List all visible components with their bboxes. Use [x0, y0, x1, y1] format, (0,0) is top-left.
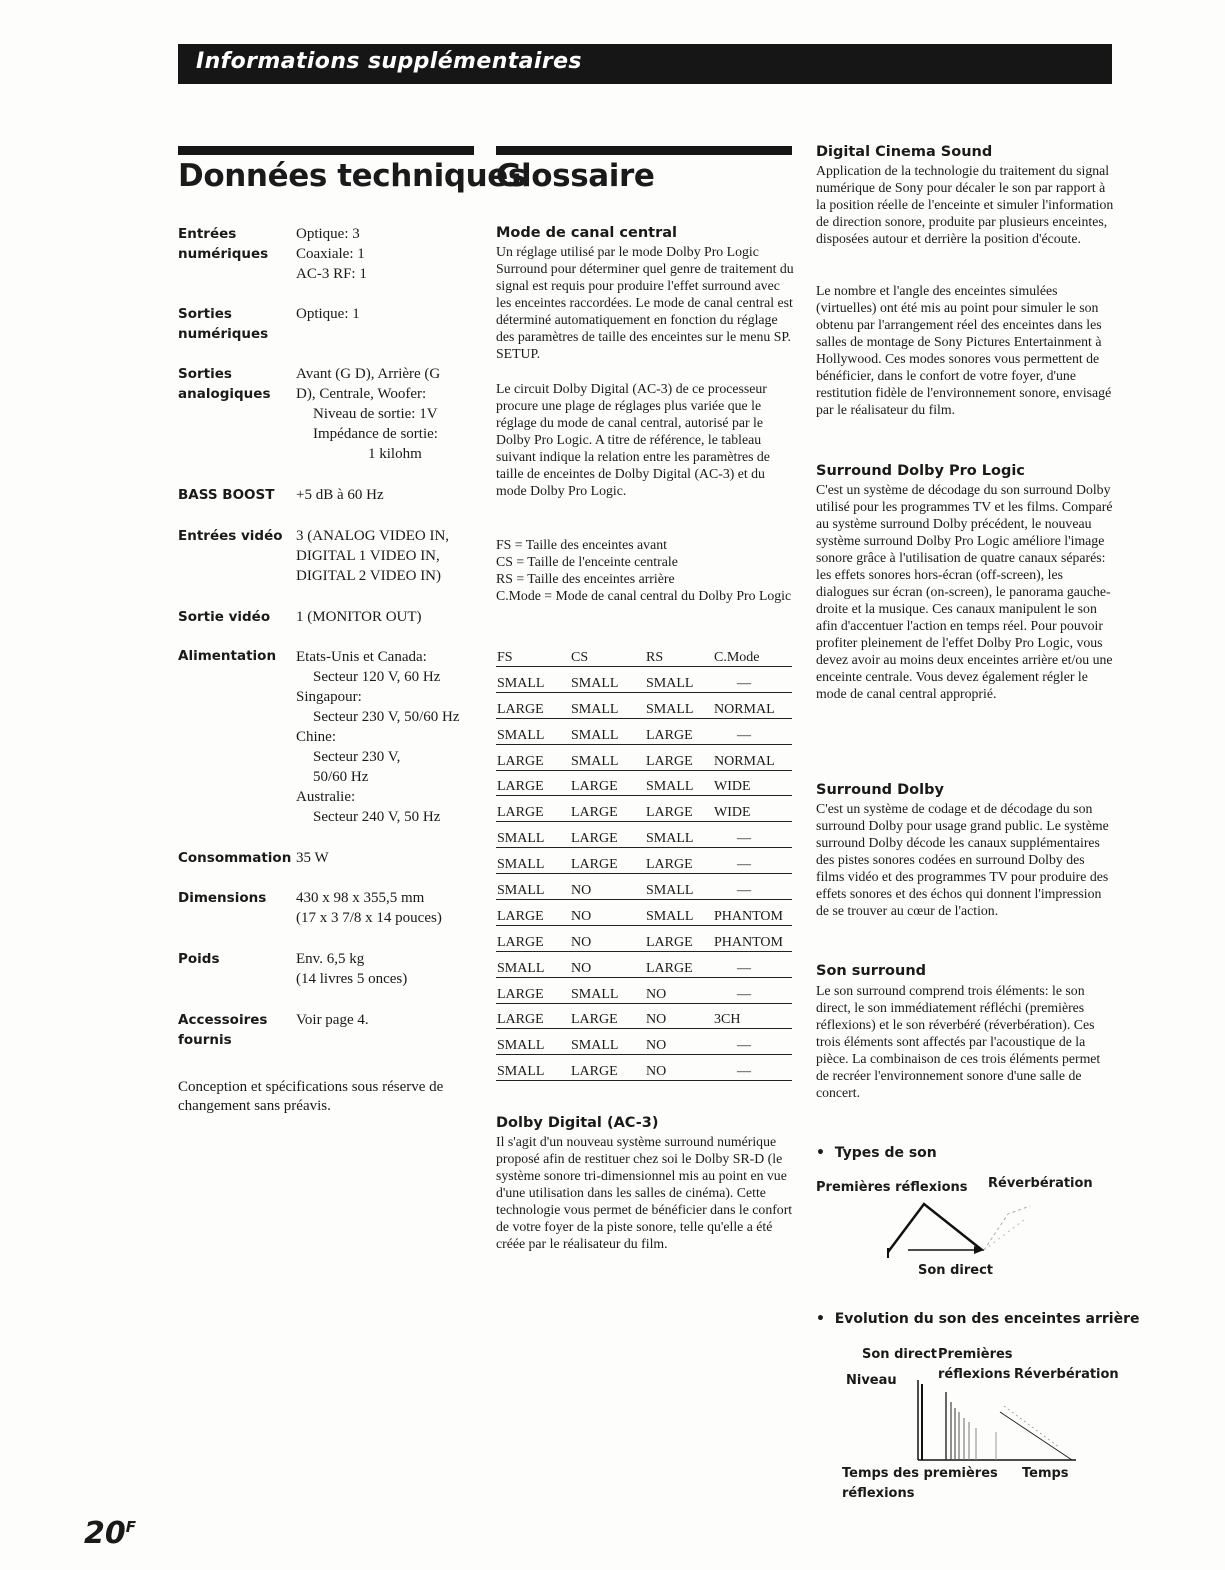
sdpl-text: C'est un système de décodage du son surround Dolby utilisé pour les programmes TV et les films. Comparé au système surround Dolby précédent, le nouveau système surround Dolby Pro Logic améliore l'image sonore grâce à l'utilisation de quatre canaux séparés: les effets sonores hors-écran (off-screen), les dialogues sur écran (on-screen), le panorama gauche-droite et la musique. Ces canaux manipulent le son afin d'accentuer l'action en temps réel. Pour pouvoir profiter pleinement de l'effet Dolby Pro Logic, vous devez avoir au moins deux enceintes arrière et/ou une enceinte centrale. Vous devez également régler le mode de canal central approprié.: [816, 482, 1113, 701]
direct-sound-label: Son direct: [918, 1263, 993, 1278]
early-reflection-path: [888, 1204, 982, 1252]
spec-value: 430 x 98 x 355,5 mm (17 x 3 7/8 x 14 pouces): [296, 890, 442, 926]
table-row: LARGE NO LARGE PHANTOM: [496, 925, 792, 951]
spec-label: Entrées vidéo: [178, 528, 283, 544]
glossary-title-rule: [496, 146, 792, 155]
table-row: LARGE SMALL NO —: [496, 977, 792, 1003]
central-mode-text-2: Le circuit Dolby Digital (AC-3) de ce processeur procure une plage de réglages plus variée que le réglage du mode de canal central, autorisé par le Dolby Pro Logic. A titre de référence, le tableau suivant indique la relation entre les paramètres de taille de enceintes de Dolby Digital (AC-3) et du mode Dolby Pro Logic.: [496, 381, 770, 498]
specs-note: Conception et spécifications sous réserve de changement sans préavis.: [178, 1079, 444, 1114]
evo-level-label: Niveau: [846, 1373, 897, 1388]
evolution-title: • Evolution du son des enceintes arrière: [816, 1311, 1140, 1327]
sd-title: Surround Dolby: [816, 782, 944, 798]
evo-time-early-label-1: Temps des premières: [842, 1466, 998, 1481]
table-row: LARGE LARGE NO 3CH: [496, 1003, 792, 1029]
spec-label: Alimentation: [178, 648, 277, 664]
table-row: SMALL LARGE NO —: [496, 1055, 792, 1081]
glossary-title: Glossaire: [496, 158, 655, 194]
spec-value: Voir page 4.: [296, 1012, 369, 1028]
table-row: SMALL NO SMALL —: [496, 874, 792, 900]
spec-label: Dimensions: [178, 890, 267, 906]
bullet-icon: •: [816, 1145, 835, 1161]
speaker-mode-table: [496, 645, 792, 1081]
central-mode-text: Un réglage utilisé par le mode Dolby Pro Logic Surround pour déterminer quel genre de traitement du signal est requis pour produire l'effet surround avec les enceintes raccordées. Le mode de canal central est déterminé automatiquement en fonction du réglage des paramètres de taille des enceintes sur le menu SP. SETUP.: [496, 244, 794, 361]
dcs-text: Application de la technologie du traitement du signal numérique de Sony pour décaler le son par rapport à la position réelle de l'enceinte et simuler l'information de direction sonore, produite par plusieurs enceintes, disposées autour et derrière la position d'écoute.: [816, 163, 1114, 246]
spec-label: Sortie vidéo: [178, 609, 271, 625]
types-de-son-title: • Types de son: [816, 1145, 937, 1161]
sound-evolution-diagram: [900, 1378, 1080, 1468]
spec-label: Accessoires fournis: [178, 1012, 268, 1048]
reverberation-label: Réverbération: [988, 1176, 1093, 1191]
evo-early-label-1: Premières: [938, 1347, 1013, 1362]
dcs-title: Digital Cinema Sound: [816, 144, 993, 160]
evo-time-early-label-2: réflexions: [842, 1486, 915, 1501]
spec-value: Optique: 1: [296, 306, 360, 322]
sdpl-title: Surround Dolby Pro Logic: [816, 463, 1025, 479]
specs-title-rule: [178, 146, 474, 155]
table-header-row: FS CS RS C.Mode: [496, 645, 792, 667]
section-header-bar: [178, 44, 1112, 84]
table-row: LARGE LARGE LARGE WIDE: [496, 796, 792, 822]
table-row: LARGE SMALL SMALL NORMAL: [496, 692, 792, 718]
table-row: SMALL SMALL NO —: [496, 1029, 792, 1055]
spec-label: Consommation: [178, 850, 292, 866]
spec-value: 1 (MONITOR OUT): [296, 609, 422, 625]
reverb-path: [984, 1220, 1024, 1250]
page-number-suffix: F: [125, 1518, 136, 1536]
reverb-decay-line: [1004, 1406, 1060, 1448]
ss-title: Son surround: [816, 963, 927, 979]
table-row: SMALL SMALL SMALL —: [496, 667, 792, 693]
spec-label: Entrées numériques: [178, 226, 269, 262]
table-row: SMALL SMALL LARGE —: [496, 718, 792, 744]
specs-title: Données techniques: [178, 158, 526, 194]
ss-text: Le son surround comprend trois éléments: le son direct, le son immédiatement réfléchi (premières réflexions) et le son réverbéré (réverbération). Ces trois éléments sont affectés par l'acoustique de la pièce. La combinaison de ces trois éléments permet de recréer l'environnement sonore d'une salle de concert.: [816, 983, 1101, 1100]
spec-label: Sorties numériques: [178, 306, 269, 342]
page-number: $20^F$: [84, 1516, 136, 1551]
dcs-text-2: Le nombre et l'angle des enceintes simulées (virtuelles) ont été mis au point pour simuler le son obtenu par l'arrangement réel des enceintes dans les salles de montage de Sony Pictures Entertainment à Hollywood. Ces modes sonores vous permettent de bénéficier, dans le confort de votre foyer, d'une restitution fidèle de l'environnement sonore, envisagé par le réalisateur du film.: [816, 283, 1112, 417]
table-row: LARGE NO SMALL PHANTOM: [496, 900, 792, 926]
section-header-title: Informations supplémentaires: [196, 49, 582, 74]
spec-value: Etats-Unis et Canada: Secteur 120 V, 60 Hz Singapour: Secteur 230 V, 50/60 Hz Chine: Secteur 230 V, 50/60 Hz Australie: Secteur 240 V, 50 Hz: [296, 649, 460, 825]
central-mode-title: Mode de canal central: [496, 225, 678, 241]
evo-reverb-label: Réverbération: [1014, 1367, 1119, 1382]
reverb-decay-line: [1000, 1412, 1072, 1460]
sound-types-diagram: [880, 1198, 1040, 1262]
spec-label: BASS BOOST: [178, 487, 275, 503]
bullet-icon: •: [816, 1311, 835, 1327]
spec-value: Env. 6,5 kg (14 livres 5 onces): [296, 951, 408, 987]
table-row: LARGE SMALL LARGE NORMAL: [496, 744, 792, 770]
evo-time-label: Temps: [1022, 1466, 1069, 1481]
table-row: LARGE LARGE SMALL WIDE: [496, 770, 792, 796]
spec-value: Avant (G D), Arrière (G D), Centrale, Woofer: Niveau de sortie: 1V Impédance de sortie: 1 kilohm: [296, 366, 441, 462]
table-row: SMALL NO LARGE —: [496, 951, 792, 977]
table-row: SMALL LARGE SMALL —: [496, 822, 792, 848]
spec-label: Sorties analogiques: [178, 366, 271, 402]
dolby-digital-text: Il s'agit d'un nouveau système surround numérique proposé afin de restituer chez soi le Dolby SR-D (le système sonore tri-dimensionnel mis au point en vue d'une utilisation dans les salles de cinéma). Cette technologie vous permet de bénéficier dans le confort de votre foyer de la piste sonore, telle qu'elle a été créée par le réalisateur du film.: [496, 1134, 793, 1251]
spec-value: Optique: 3 Coaxiale: 1 AC-3 RF: 1: [296, 226, 367, 282]
evo-early-label-2: réflexions: [938, 1367, 1011, 1382]
evo-direct-label: Son direct: [862, 1347, 937, 1362]
table-row: SMALL LARGE LARGE —: [496, 848, 792, 874]
sd-text: C'est un système de codage et de décodage du son surround Dolby pour usage grand public. Le système surround Dolby décode les canaux supplémentaires des pistes sonores codées en surround Dolby des films vidéo et des programmes TV pour produire des effets sonores et des échos qui donnent l'impression de se trouver au cœur de l'action.: [816, 801, 1109, 918]
spec-value: 3 (ANALOG VIDEO IN, DIGITAL 1 VIDEO IN, DIGITAL 2 VIDEO IN): [296, 528, 450, 584]
table-legend: FS = Taille des enceintes avant CS = Taille de l'enceinte centrale RS = Taille des enceintes arrière C.Mode = Mode de canal central du Dolby Pro Logic: [496, 537, 792, 603]
spec-label: Poids: [178, 951, 220, 967]
dolby-digital-title: Dolby Digital (AC-3): [496, 1115, 659, 1131]
reverb-path: [984, 1206, 1030, 1250]
early-reflections-label: Premières réflexions: [816, 1180, 968, 1195]
spec-value: 35 W: [296, 850, 329, 866]
spec-value: +5 dB à 60 Hz: [296, 487, 384, 503]
